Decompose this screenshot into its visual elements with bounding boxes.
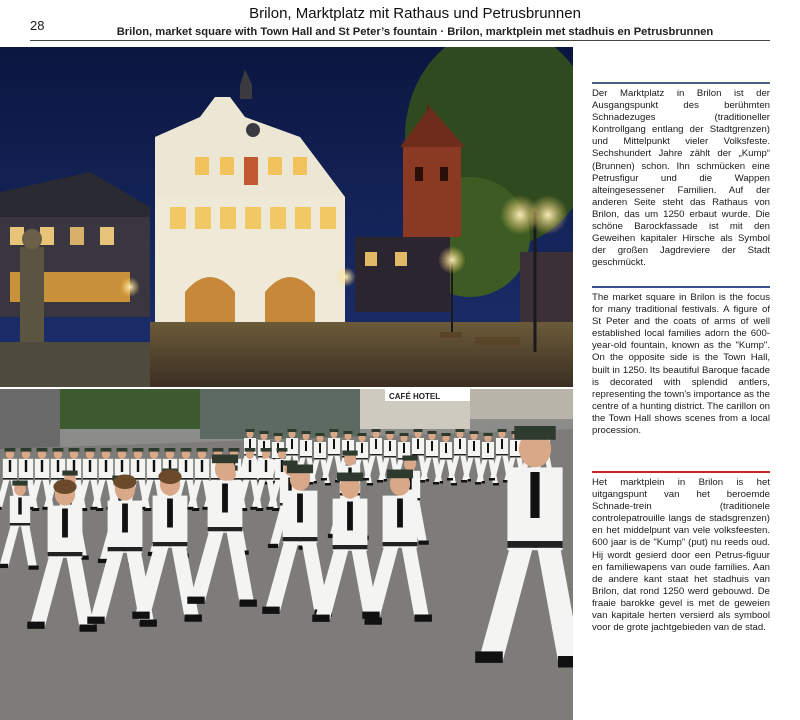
procession-photo [0, 389, 573, 720]
procession-photo-illustration [0, 389, 573, 720]
cafe-hotel-sign: CAFÉ HOTEL [389, 392, 441, 401]
town-hall-photo-illustration [0, 47, 573, 387]
caption-english-text: The market square in Brilon is the focus for many traditional festivals. A figure of St Peter and the coats of arms of well established local families adorn the 600-year-old fountain, known as the "Kump". On the opposite side is the Town Hall, built in 1250. Its beautiful Baroque facade is decorated with splendid antlers, representing the town's importance as the centre of a hunting district. The carillon on the Town Hall shows scenes from a local procession. [592, 292, 770, 437]
page-header [100, 5, 730, 40]
page-title: Brilon, Marktplatz mit Rathaus und Petrusbrunnen [249, 5, 581, 22]
caption-german [592, 82, 770, 269]
town-hall-photo [0, 47, 573, 387]
caption-german-rule [592, 82, 770, 84]
caption-english [592, 286, 770, 437]
caption-german-text: Der Marktplatz in Brilon ist der Ausgangspunkt des berühmten Schnadezuges (traditioneller Kontrollgang entlang der Stadtgrenzen) und Mittelpunkt vieler Volksfeste. Sechshundert Jahre zählt der „Kump“ (Brunnen) schon. Ihn schmücken eine Petrusfigur und die Wappen alteingesessener Familien. Auf der anderen Seite steht das Rathaus von Brilon, das um 1250 erbaut wurde. Die schöne Barockfassade ist mit den Geweihen kapitaler Hirsche als Symbol der großen Jagdreviere der Stadt geschmückt. [592, 88, 770, 269]
caption-dutch [592, 471, 770, 634]
header-rule [30, 40, 770, 41]
page-number: 28 [30, 18, 45, 33]
page-subtitle: Brilon, market square with Town Hall and St Peter’s fountain · Brilon, marktplein met stadhuis en Petrusbrunnen [116, 26, 714, 38]
caption-dutch-rule [592, 471, 770, 473]
caption-english-rule [592, 286, 770, 288]
caption-dutch-text: Het marktplein in Brilon is het uitgangspunt van het beroemde Schnade-trein (traditionele controlepatrouille langs de stadsgrenzen) en het middelpunt van vele volksfeesten. 600 jaar is de "Kump" (put) nu reeds oud. Hij wordt gesierd door een Petrus-figuur en familiewapens van oude families. Aan de andere kant staat het stadhuis van Brilon, dat rond 1250 werd gebouwd. De fraaie barokke gevel is met de geweien van kapitale herten versierd als symbool voor de grote jachtgebieden van de stad. [592, 477, 770, 634]
